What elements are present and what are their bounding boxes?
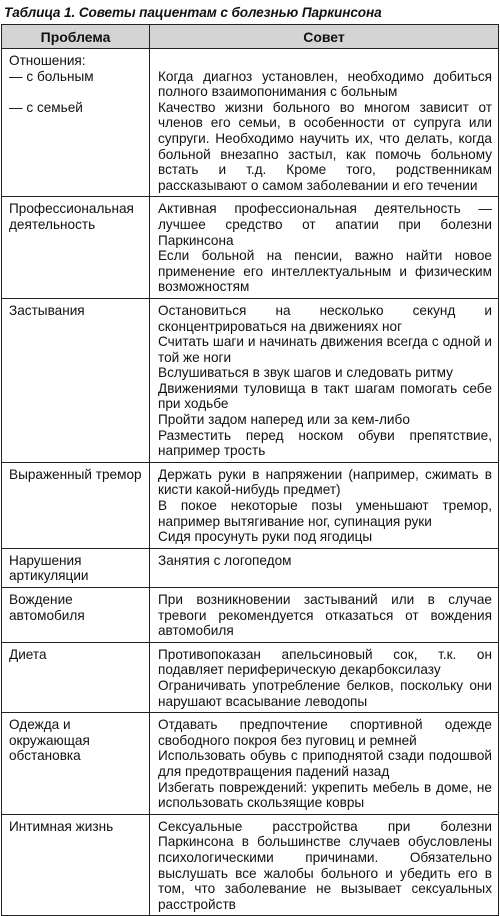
problem-text: Застывания [9,302,85,318]
table-body [2,49,499,916]
problem-text: — с семьей [9,99,83,115]
problem-text: Профессиональная деятельность [9,201,134,232]
header-row [2,25,499,49]
table-row [2,814,499,916]
problem-cell [2,462,150,548]
problem-text: Одежда и окружающая обстановка [9,717,90,764]
advice-text: Остановиться на несколько секунд и сконцентрироваться на движениях ног [158,302,492,334]
advice-text: Избегать повреждений: укрепить мебель в доме, не использовать скользящие ковры [158,779,492,811]
advice-cell [150,588,499,643]
advice-text: Противопоказан апельсиновый сок, т.к. он подавляет периферическую декарбоксилазу [158,646,492,678]
advice-cell [150,462,499,548]
advice-text: Ограничивать употребление белков, поскольку они нарушают всасывание леводопы [158,677,492,709]
advice-text: В покое некоторые позы уменьшают тремор, например вытягивание ног, супинация руки [158,498,492,529]
advice-text: Если больной на пенсии, важно найти новое применение его интеллектуальным и физическим возможностям [158,248,492,295]
header-advice: Совет [150,25,499,49]
advice-text: Сексуальные расстройства при болезни Паркинсона в большинстве случаев обусловлены психологическими причинами. Обязательно выслушать все жалобы больного и убедить его в том, что заболевание не вызывает сексуальных расстройств [158,818,492,912]
table-row [2,197,499,299]
problem-cell [2,642,150,712]
advice-text: Разместить перед носком обуви препятствие, например трость [158,427,492,459]
advice-text: Считать шаги и начинать движения всегда с одной и той же ноги [158,334,492,365]
problem-cell [2,548,150,587]
table-row [2,588,499,643]
problem-text: Отношения: [9,53,86,68]
problem-cell [2,814,150,916]
table-row [2,49,499,197]
advice-text: Вслушиваться в звук шагов и следовать ритму [158,365,453,381]
problem-cell [2,588,150,643]
advice-text: Качество жизни больного во многом зависит от членов его семьи, в особенности от супруга или супруги. Необходимо научить их, что делать, когда больной внезапно застыл, как помочь больному встать и т.д. Кроме того, родственникам рассказывают о самом заболевании и его течении [158,99,492,193]
problem-text: Нарушения артикуляции [9,552,89,584]
table-row [2,548,499,587]
advice-text: Когда диагноз установлен, необходимо добиться полного взаимопонимания с больным [158,68,492,100]
advice-text: Отдавать предпочтение спортивной одежде свободного покроя без пуговиц и ремней [158,717,492,748]
problem-text: Вождение автомобиля [9,592,85,623]
advice-text: Активная профессиональная деятельность — лучшее средство от апатии при болезни Паркинсона [158,201,492,248]
problem-cell [2,197,150,299]
problem-text: Выраженный тремор [9,466,142,482]
advice-text: Движениями туловища в такт шагам помогать себе при ходьбе [158,380,492,412]
problem-text: — с больным [9,68,94,84]
advice-text: При возникновении застываний или в случае тревоги рекомендуется отказаться от вождения автомобиля [158,592,492,639]
header-problem: Проблема [2,25,150,49]
problem-text: Диета [9,646,47,662]
advice-cell [150,298,499,462]
table-row [2,713,499,815]
table-row [2,642,499,712]
advice-cell [150,713,499,815]
problem-cell [2,298,150,462]
advice-text: Занятия с логопедом [158,552,292,568]
advice-cell [150,197,499,299]
table-row [2,462,499,548]
advice-text [158,53,492,69]
advice-table [1,24,499,916]
advice-text: Использовать обувь с приподнятой сзади подошвой для предотвращения падений назад [158,748,492,779]
advice-text: Сидя просунуть руки под ягодицы [158,529,373,545]
problem-text: Интимная жизнь [9,818,114,834]
problem-cell [2,49,150,197]
advice-text: Пройти задом наперед или за кем-либо [158,412,410,428]
advice-text: Держать руки в напряжении (например, сжимать в кисти какой-нибудь предмет) [158,466,492,498]
table-row [2,298,499,462]
advice-cell [150,548,499,587]
table-caption: Таблица 1. Советы пациентам с болезнью Паркинсона [4,5,382,20]
advice-cell [150,814,499,916]
advice-cell [150,49,499,197]
advice-cell [150,642,499,712]
problem-text [9,84,144,100]
problem-cell [2,713,150,815]
